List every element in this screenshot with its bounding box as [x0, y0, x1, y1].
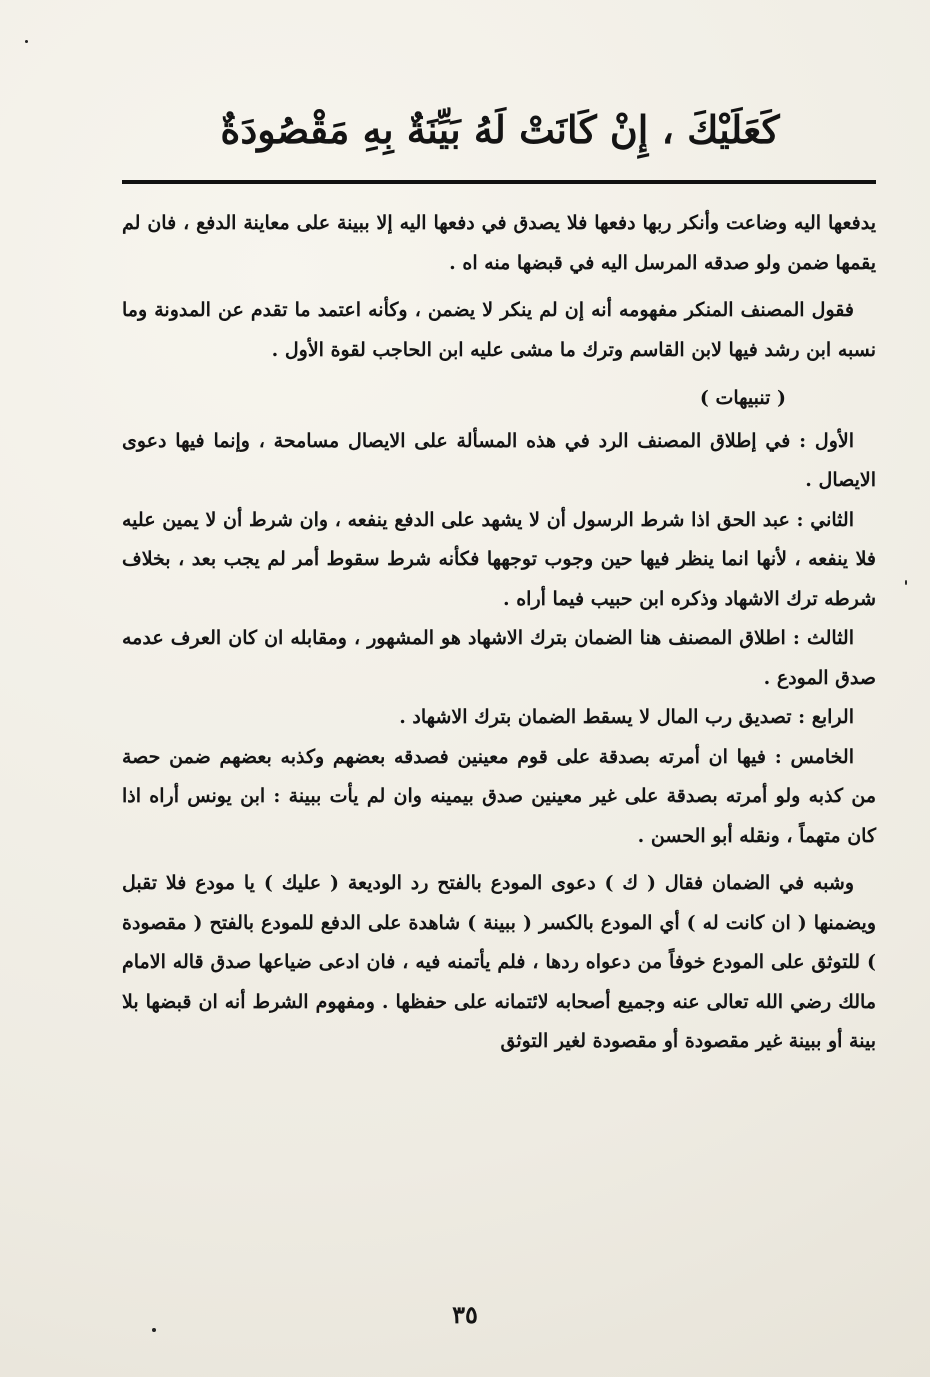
header-rule — [122, 180, 876, 184]
page-number: ٣٥ — [452, 1300, 478, 1329]
running-header: كَعَلَيْكَ ، إِنْ كَانَتْ لَهُ بَيِّنَةٌ بِهِ مَقْصُودَةٌ — [220, 107, 780, 152]
paragraph-main-text: وشبه في الضمان فقال ( ك ) دعوى المودع بالفتح رد الوديعة ( عليك ) يا مودع فلا تقبل ويضمنها ( ان كانت له ) أي المودع بالكسر ( ببينة ) شاهدة على الدفع للمودع بالفتح ( مقصودة ) للتوثق على المودع خوفاً من دعواه ردها ، فلم يأتمنه فيه ، فان ادعى ضياعها صدق قاله الامام مالك رضي الله تعالى عنه وجميع أصحابه لائتمانه على حفظها . ومفهوم الشرط أنه ان قبضها بلا بينة أو ببينة غير مقصودة أو مقصودة لغير التوثق — [122, 872, 876, 1052]
note-fifth: الخامس : فيها ان أمرته بصدقة على قوم معينين فصدقه بعضهم وكذبه بعضهم ضمن حصة من كذبه ولو أمرته بصدقة على غير معينين صدق بيمينه وان لم يأت ببينة : ابن يونس أراه اذا كان متهماً ، ونقله أبو الحسن . — [122, 745, 876, 847]
scan-speck — [25, 40, 28, 43]
note-fourth: الرابع : تصديق رب المال لا يسقط الضمان بترك الاشهاد . — [399, 706, 854, 728]
note-second: الثاني : عبد الحق اذا شرط الرسول أن لا يشهد على الدفع ينفعه ، وان شرط أن لا يمين عليه فلا ينفعه ، لأنها انما ينظر فيها حين وجوب توجهها فكأنه شرط سقوط أمر لم يجب بعد ، بخلاف شرطه ترك الاشهاد وذكره ابن حبيب فيما أراه . — [122, 508, 876, 610]
section-heading-tanbihat: ( تنبيهات ) — [699, 387, 786, 409]
scan-speck — [905, 580, 907, 585]
scan-speck — [152, 1328, 156, 1332]
paragraph-commentary: فقول المصنف المنكر مفهومه أنه إن لم ينكر لا يضمن ، وكأنه اعتمد ما تقدم عن المدونة وما نسبه ابن رشد فيها لابن القاسم وترك ما مشى عليه ابن الحاجب لقوة الأول . — [122, 299, 876, 361]
paragraph-continuation: يدفعها اليه وضاعت وأنكر ربها دفعها فلا يصدق في دفعها اليه إلا ببينة على معاينة الدفع ، فان لم يقمها ضمن ولو صدقه المرسل اليه في قبضها منه اه . — [122, 212, 876, 274]
main-text — [122, 204, 876, 1062]
note-third: الثالث : اطلاق المصنف هنا الضمان بترك الاشهاد هو المشهور ، ومقابله ان كان العرف عدمه صدق المودع . — [122, 627, 876, 689]
note-first: الأول : في إطلاق المصنف الرد في هذه المسألة على الايصال مسامحة ، وإنما فيها دعوى الايصال . — [122, 429, 876, 491]
